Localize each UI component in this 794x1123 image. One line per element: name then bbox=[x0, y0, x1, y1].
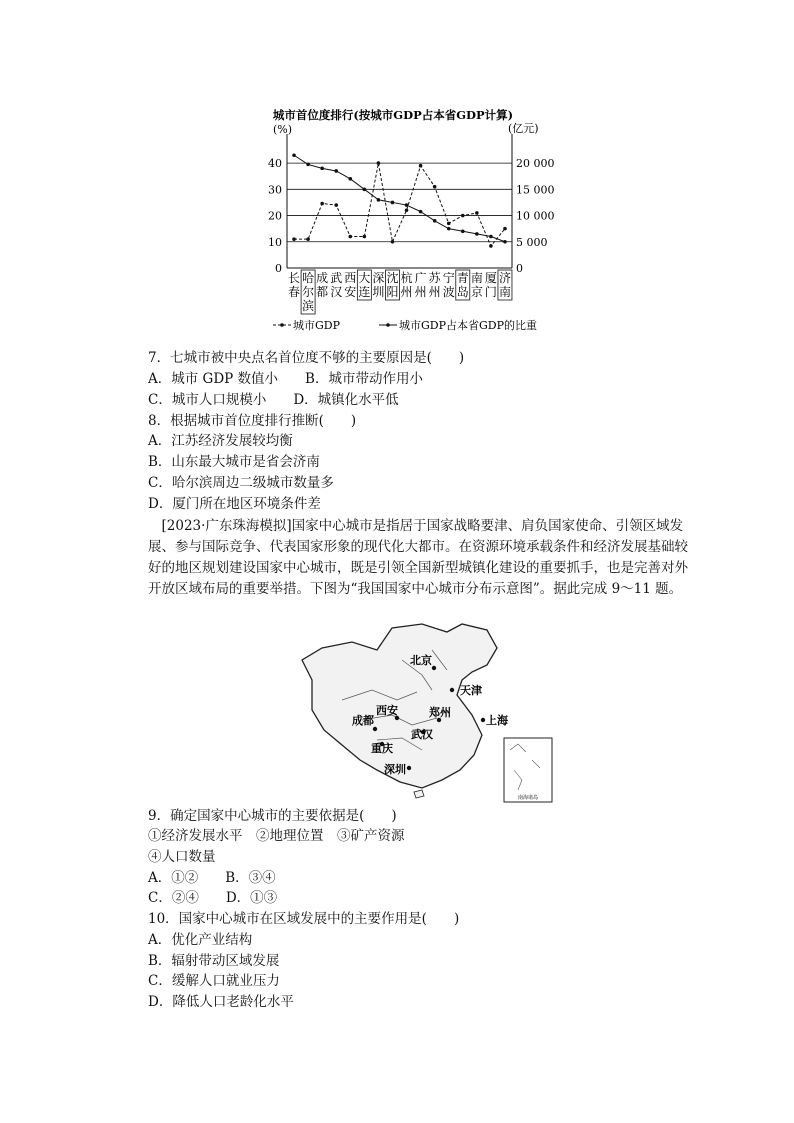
x-tick-label: 深 bbox=[372, 271, 385, 285]
q8-option-d: D．厦门所在地区环境条件差 bbox=[148, 496, 321, 512]
left-axis-unit: (%) bbox=[273, 123, 293, 136]
question-7: 7．七城市被中央点名首位度不够的主要原因是( ) bbox=[148, 350, 465, 366]
data-point bbox=[475, 232, 479, 236]
city-label: 天津 bbox=[460, 684, 482, 697]
x-tick-label: 阳 bbox=[386, 285, 399, 299]
left-tick-label: 40 bbox=[268, 157, 282, 171]
left-tick-label: 10 bbox=[268, 235, 282, 249]
city-dot bbox=[373, 727, 377, 731]
city-label: 北京 bbox=[410, 654, 432, 667]
data-point bbox=[377, 161, 381, 165]
data-point bbox=[391, 240, 395, 244]
legend-marker bbox=[386, 323, 390, 327]
q10-option-a: A．优化产业结构 bbox=[148, 932, 253, 948]
data-point bbox=[320, 167, 324, 171]
x-tick-label: 长 bbox=[288, 271, 301, 285]
city-label: 郑州 bbox=[429, 706, 451, 719]
data-point bbox=[363, 235, 367, 239]
legend-label-share: 城市GDP占本省GDP的比重 bbox=[399, 319, 538, 332]
q7-options-ab: A．城市 GDP 数值小 B．城市带动作用小 bbox=[148, 371, 423, 387]
q8-option-b: B．山东最大城市是省会济南 bbox=[148, 454, 320, 470]
data-point bbox=[292, 153, 296, 157]
x-tick-label: 州 bbox=[414, 285, 427, 299]
x-tick-label: 滨 bbox=[302, 299, 315, 313]
x-tick-label: 京 bbox=[470, 285, 483, 299]
data-point bbox=[348, 177, 352, 181]
right-tick-label: 5 000 bbox=[516, 235, 548, 249]
x-tick-label: 广 bbox=[414, 271, 427, 285]
right-tick-label: 15 000 bbox=[516, 183, 555, 197]
city-label: 重庆 bbox=[371, 742, 393, 755]
china-national-central-cities-map bbox=[282, 620, 556, 805]
legend-marker bbox=[280, 323, 284, 327]
right-tick-label: 20 000 bbox=[516, 157, 555, 171]
x-tick-label: 波 bbox=[442, 285, 455, 299]
x-tick-label: 济 bbox=[498, 271, 511, 285]
data-point bbox=[292, 237, 296, 241]
data-point bbox=[348, 235, 352, 239]
inset-label: 南海诸岛 bbox=[517, 795, 539, 801]
chart-legend bbox=[273, 318, 537, 332]
x-tick-label: 州 bbox=[400, 285, 413, 299]
data-point bbox=[489, 244, 493, 248]
q9-items: ①经济发展水平 ②地理位置 ③矿产资源 bbox=[148, 828, 405, 844]
city-primacy-chart bbox=[255, 100, 575, 340]
x-tick-label: 圳 bbox=[372, 285, 385, 299]
city-dot bbox=[407, 766, 411, 770]
x-tick-label: 成 bbox=[316, 271, 329, 285]
city-label: 西安 bbox=[376, 704, 398, 717]
city-label: 武汉 bbox=[411, 728, 433, 741]
q9-options-ab: A．①② B．③④ bbox=[148, 870, 276, 886]
x-tick-label: 哈 bbox=[302, 271, 315, 285]
q10-option-d: D．降低人口老龄化水平 bbox=[148, 994, 294, 1010]
x-tick-label: 杭 bbox=[400, 271, 413, 285]
q10-option-c: C．缓解人口就业压力 bbox=[148, 973, 280, 989]
hainan-island bbox=[414, 790, 424, 798]
city-label: 上海 bbox=[486, 714, 508, 727]
x-tick-label: 汉 bbox=[330, 285, 343, 299]
data-point bbox=[461, 214, 465, 218]
q9-options-cd: C．②④ D．①③ bbox=[148, 890, 278, 906]
q9-items-2: ④人口数量 bbox=[148, 849, 216, 865]
data-point bbox=[334, 203, 338, 207]
data-point bbox=[306, 163, 310, 167]
chart-title: 城市首位度排行(按城市GDP占本省GDP计算) bbox=[272, 108, 514, 122]
data-point bbox=[306, 237, 310, 241]
x-tick-label: 厦 bbox=[484, 271, 497, 285]
x-tick-label: 门 bbox=[484, 285, 497, 299]
data-point bbox=[377, 198, 381, 202]
city-dot bbox=[450, 688, 454, 692]
data-point bbox=[391, 201, 395, 205]
x-tick-label: 都 bbox=[316, 285, 329, 299]
q8-option-a: A．江苏经济发展较均衡 bbox=[148, 433, 293, 449]
data-point bbox=[461, 229, 465, 233]
context-paragraph: [2023·广东珠海模拟]国家中心城市是指居于国家战略要津、肩负国家使命、引领区域发展、参与国际竞争、代表国家形象的现代化大都市。在资源环境承载条件和经济发展基础较好的地区规划建设国家中心城市，既是引领全国新型城镇化建设的重要抓手，也是完善对外开放区域布局的重要举措。下图为“我国国家中心城市分布示意图”。据此完成 9～11 题。 bbox=[148, 518, 688, 597]
x-tick-label: 尔 bbox=[302, 285, 315, 299]
data-point bbox=[433, 185, 437, 189]
question-8: 8．根据城市首位度排行推断( ) bbox=[148, 413, 357, 429]
data-point bbox=[503, 227, 507, 231]
data-point bbox=[405, 209, 409, 213]
x-tick-label: 南 bbox=[470, 271, 483, 285]
data-point bbox=[334, 169, 338, 173]
x-tick-label: 武 bbox=[330, 271, 343, 285]
question-10: 10．国家中心城市在区域发展中的主要作用是( ) bbox=[148, 911, 460, 927]
data-point bbox=[433, 219, 437, 223]
x-tick-label: 岛 bbox=[456, 285, 469, 299]
data-point bbox=[405, 203, 409, 207]
x-tick-label: 春 bbox=[288, 285, 301, 299]
south-china-sea-inset bbox=[504, 738, 552, 802]
x-tick-label: 西 bbox=[344, 271, 357, 285]
data-point bbox=[447, 227, 451, 231]
series-line-1 bbox=[294, 155, 505, 242]
x-tick-label: 宁 bbox=[442, 271, 455, 285]
right-axis-unit: (亿元) bbox=[508, 122, 539, 135]
q8-option-c: C．哈尔滨周边二级城市数量多 bbox=[148, 475, 334, 491]
data-point bbox=[475, 211, 479, 215]
x-tick-label: 安 bbox=[344, 285, 357, 299]
data-point bbox=[419, 210, 423, 214]
right-tick-label: 10 000 bbox=[516, 209, 555, 223]
data-point bbox=[447, 222, 451, 226]
data-point bbox=[320, 202, 324, 206]
legend-label-gdp: 城市GDP bbox=[293, 319, 341, 332]
data-point bbox=[503, 240, 507, 244]
data-point bbox=[363, 188, 367, 192]
x-tick-label: 州 bbox=[428, 285, 441, 299]
x-tick-label: 青 bbox=[456, 271, 469, 285]
q10-option-b: B．辐射带动区域发展 bbox=[148, 953, 280, 969]
data-point bbox=[489, 235, 493, 239]
x-tick-label: 沈 bbox=[386, 271, 399, 285]
x-tick-label: 连 bbox=[358, 285, 371, 299]
city-dot bbox=[432, 666, 436, 670]
city-label: 成都 bbox=[352, 714, 374, 727]
right-tick-label: 0 bbox=[516, 262, 523, 275]
left-tick-label: 30 bbox=[268, 183, 282, 197]
left-tick-label: 20 bbox=[268, 209, 282, 223]
city-dot bbox=[481, 718, 485, 722]
q7-options-cd: C．城市人口规模小 D．城镇化水平低 bbox=[148, 392, 399, 408]
left-tick-label: 0 bbox=[275, 262, 282, 275]
x-tick-label: 大 bbox=[358, 271, 371, 285]
data-point bbox=[419, 164, 423, 168]
x-tick-label: 南 bbox=[498, 285, 511, 299]
city-label: 深圳 bbox=[384, 763, 406, 776]
x-tick-label: 苏 bbox=[428, 271, 441, 285]
question-9: 9．确定国家中心城市的主要依据是( ) bbox=[148, 808, 397, 824]
